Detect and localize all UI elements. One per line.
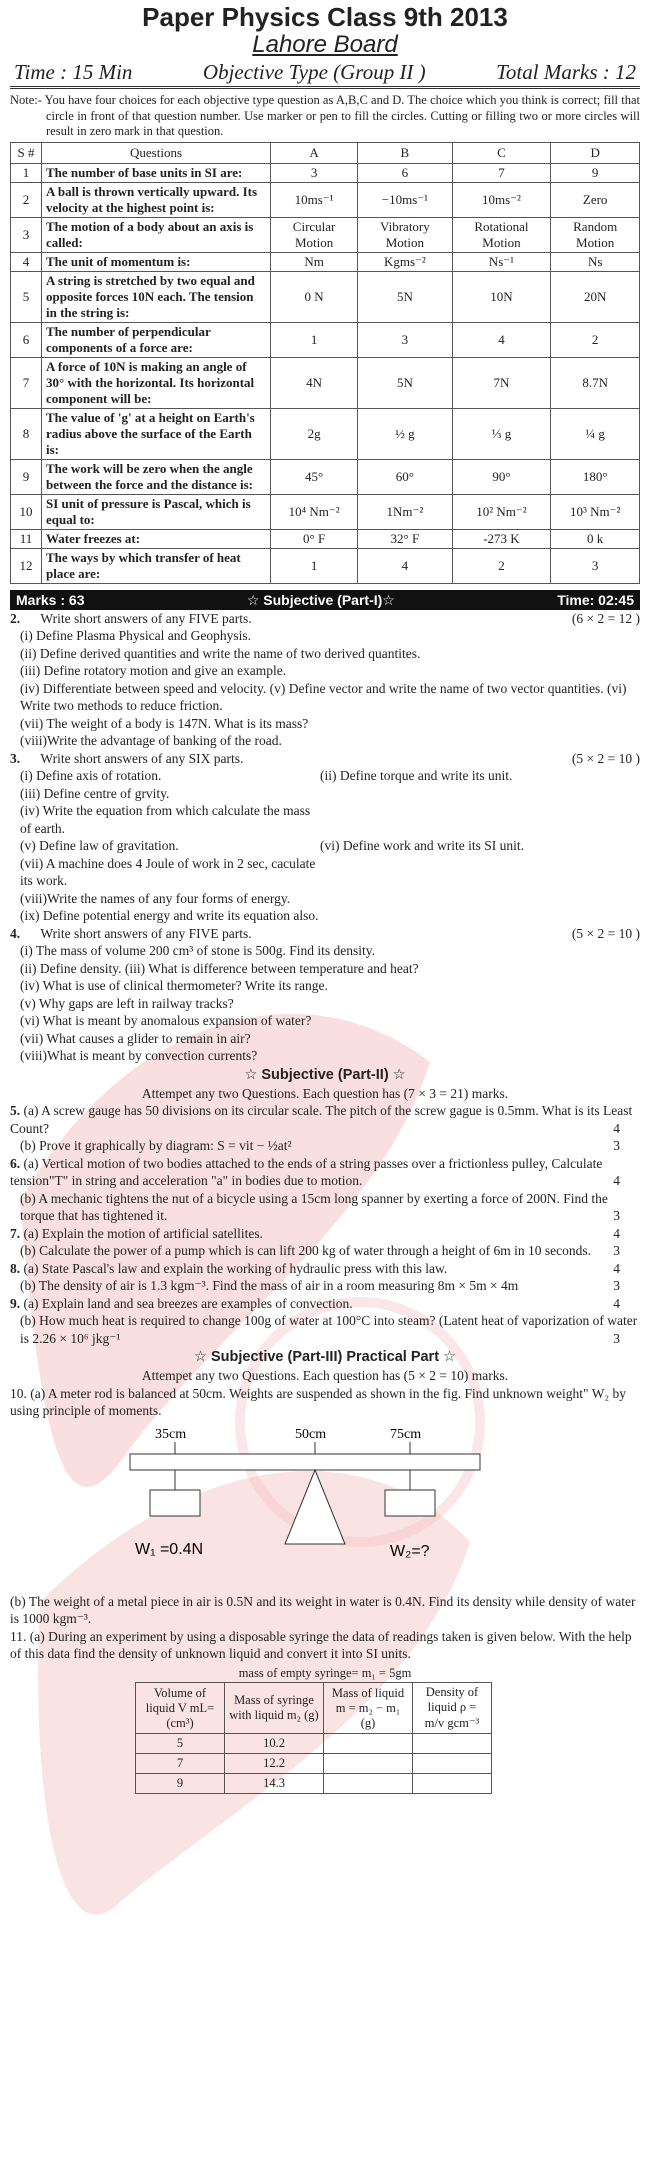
mcq-option-b: Kgms⁻²	[358, 252, 452, 271]
question-number: 7.	[10, 1225, 21, 1241]
data-cell: 14.3	[225, 1774, 324, 1794]
mcq-question: The number of perpendicular components of a force are:	[42, 322, 271, 357]
label-75cm: 75cm	[390, 1426, 422, 1442]
th-mass-liquid: Mass of liquid m = m₂ − m₁ (g)	[324, 1683, 413, 1734]
part3-title: ☆ Subjective (Part-III) Practical Part ☆	[193, 1349, 457, 1365]
short-question: (iv) Write the equation from which calculate the mass of earth.	[20, 803, 311, 836]
subjective-title: ☆ Subjective (Part-I)☆	[246, 591, 395, 608]
mcq-option-c: Ns⁻¹	[452, 252, 551, 271]
q2-heading: 2. Write short answers of any FIVE parts. (6 × 2 = 12 )	[10, 610, 640, 626]
mcq-option-d: 20N	[551, 271, 640, 322]
mcq-number: 1	[11, 163, 42, 182]
mcq-row	[11, 408, 640, 459]
board-name: Lahore Board	[252, 31, 398, 58]
short-question: (v) Why gaps are left in railway tracks?	[20, 995, 234, 1011]
mcq-option-c: ⅓ g	[452, 408, 551, 459]
lever-diagram	[105, 1424, 575, 1589]
th-mass-syringe: Mass of syringe with liquid m₂ (g)	[225, 1683, 324, 1734]
part-b	[10, 1312, 640, 1347]
mcq-option-a: 45°	[271, 459, 358, 494]
long-question	[10, 1102, 640, 1155]
mcq-option-b: 5N	[358, 271, 452, 322]
exam-type: Objective Type (Group II )	[202, 60, 426, 84]
col-c: C	[452, 142, 551, 163]
part1	[10, 610, 640, 1065]
mcq-option-d: 2	[551, 322, 640, 357]
mcq-option-a: 1	[271, 548, 358, 583]
table-caption: mass of empty syringe= m₁ = 5gm	[238, 1665, 412, 1680]
mcq-option-b: Vibratory Motion	[358, 217, 452, 252]
part-a-marks: 4	[613, 1173, 620, 1188]
mcq-option-b: 60°	[358, 459, 452, 494]
q3-heading: 3. Write short answers of any SIX parts. (5 × 2 = 10 )	[10, 750, 640, 766]
q3-items	[10, 767, 640, 925]
mcq-number: 11	[11, 529, 42, 548]
part-a-text: (a) Explain the motion of artificial satellites.	[23, 1225, 264, 1241]
time-label: Time : 15 Min	[14, 60, 133, 84]
short-question: (ii) Define derived quantities and write the name of two derived quantites.	[20, 645, 421, 661]
mcq-option-d: Random Motion	[551, 217, 640, 252]
mcq-row	[11, 217, 640, 252]
mcq-question: The value of 'g' at a height on Earth's radius above the surface of the Earth is:	[42, 408, 271, 459]
part-b-marks: 3	[613, 1138, 620, 1153]
subjective-marks: Marks : 63	[16, 591, 85, 608]
mcq-row	[11, 459, 640, 494]
data-cell: 5	[136, 1734, 225, 1754]
short-question-row	[20, 890, 640, 908]
part-a-marks: 4	[613, 1120, 620, 1136]
mcq-row	[11, 182, 640, 217]
mcq-option-c: Rotational Motion	[452, 217, 551, 252]
long-question	[10, 1295, 640, 1348]
mcq-number: 7	[11, 357, 42, 408]
part-b-text: (b) How much heat is required to change 100g of water at 100°C into steam? (Latent heat of vaporization of water is 2.26 × 10⁶ jkg⁻¹	[20, 1313, 638, 1346]
mcq-row	[11, 322, 640, 357]
part-b-text: (b) The density of air is 1.3 kgm⁻³. Find the mass of air in a room measuring 8m × 5m × 4m	[20, 1278, 519, 1293]
mcq-number: 12	[11, 548, 42, 583]
short-question-row	[20, 802, 640, 837]
short-question: (iv) Differentiate between speed and velocity. (v) Define vector and write the name of two vector quantities. (vi) Write two methods to reduce friction.	[20, 680, 627, 713]
short-question: (viii)What is meant by convection currents?	[20, 1048, 258, 1063]
short-question: (vii) What causes a glider to remain in air?	[20, 1030, 251, 1046]
part-b-text: (b) A mechanic tightens the nut of a bicycle using a 15cm long spanner by exerting a force of 200N. Find the torque that has tightened it.	[20, 1190, 608, 1223]
col-question: Questions	[42, 142, 271, 163]
mcq-option-d: Zero	[551, 182, 640, 217]
part3-instructions: Attempet any two Questions. Each question has (5 × 2 = 10) marks.	[141, 1368, 509, 1383]
mcq-number: 10	[11, 494, 42, 529]
short-question: (v) Define law of gravitation.	[20, 838, 179, 853]
q11a: 11. (a) During an experiment by using a disposable syringe the data of readings taken is given below. With the help of this data find the density of unknown liquid and convert it into SI units.	[10, 1628, 632, 1661]
mcq-question: A force of 10N is making an angle of 30° with the horizontal. Its horizontal component will be:	[42, 357, 271, 408]
q4-heading: 4. Write short answers of any FIVE parts. (5 × 2 = 10 )	[10, 925, 640, 941]
mcq-option-a: 4N	[271, 357, 358, 408]
mcq-number: 3	[11, 217, 42, 252]
col-sno: S #	[11, 142, 42, 163]
question-number: 5.	[10, 1103, 21, 1118]
short-question: (i) Define axis of rotation.	[20, 768, 162, 783]
mcq-number: 6	[11, 322, 42, 357]
mcq-option-d: 8.7N	[551, 357, 640, 408]
short-question: (i) Define Plasma Physical and Geophysis.	[20, 628, 251, 643]
mcq-question: The motion of a body about an axis is called:	[42, 217, 271, 252]
q4-items	[10, 942, 640, 1065]
mcq-row	[11, 163, 640, 182]
mcq-row	[11, 494, 640, 529]
mcq-option-c: -273 K	[452, 529, 551, 548]
meter-rod-figure	[105, 1424, 575, 1589]
short-question: (iii) Define rotatory motion and give an example.	[20, 663, 287, 678]
th-density: Density of liquid ρ = m/v gcm⁻³	[413, 1683, 492, 1734]
data-cell	[324, 1734, 413, 1754]
data-cell: 12.2	[225, 1754, 324, 1774]
part-a	[10, 1260, 640, 1278]
part-b-marks: 3	[613, 1278, 620, 1293]
part2-title: ☆ Subjective (Part-II) ☆	[244, 1066, 406, 1083]
part-b-text: (b) Calculate the power of a pump which is can lift 200 kg of water through a height of 6m in 10 seconds.	[20, 1243, 591, 1258]
part-b-marks: 3	[613, 1330, 620, 1346]
part-a-text: (a) State Pascal's law and explain the working of hydraulic press with this law.	[23, 1260, 448, 1276]
subjective-bar	[10, 590, 640, 610]
short-question-row	[20, 907, 640, 925]
mcq-option-c: 2	[452, 548, 551, 583]
data-cell	[413, 1774, 492, 1794]
mcq-question: The unit of momentum is:	[42, 252, 271, 271]
part-b	[10, 1277, 640, 1295]
mcq-question: Water freezes at:	[42, 529, 271, 548]
data-cell	[324, 1774, 413, 1794]
part-a	[10, 1225, 640, 1243]
part-b	[10, 1190, 640, 1225]
mcq-option-b: 3	[358, 322, 452, 357]
mcq-option-a: 10⁴ Nm⁻²	[271, 494, 358, 529]
short-question: (ix) Define potential energy and write its equation also.	[20, 908, 319, 923]
mcq-option-a: 2g	[271, 408, 358, 459]
mcq-row	[11, 548, 640, 583]
mcq-number: 2	[11, 182, 42, 217]
short-question: (iv) What is use of clinical thermometer? Write its range.	[20, 978, 328, 993]
mcq-row	[11, 271, 640, 322]
col-d: D	[551, 142, 640, 163]
weight-w1	[150, 1490, 200, 1516]
mcq-option-b: 6	[358, 163, 452, 182]
part-b	[10, 1137, 640, 1155]
part-a-marks: 4	[613, 1225, 620, 1241]
mcq-option-d: 9	[551, 163, 640, 182]
mcq-option-d: ¼ g	[551, 408, 640, 459]
short-question: (ii) Define density. (iii) What is difference between temperature and heat?	[20, 960, 419, 976]
long-question	[10, 1155, 640, 1225]
question-number: 8.	[10, 1260, 21, 1276]
part-b-text: (b) Prove it graphically by diagram: S = vit − ½at²	[20, 1138, 292, 1153]
data-cell	[413, 1734, 492, 1754]
fulcrum	[285, 1470, 345, 1544]
mcq-number: 8	[11, 408, 42, 459]
paper-title: Paper Physics Class 9th 2013	[142, 2, 508, 32]
short-question: (ii) Define torque and write its unit.	[320, 768, 513, 783]
label-w1: W₁ =0.4N	[135, 1540, 204, 1558]
mcq-row	[11, 252, 640, 271]
part-a-text: (a) Vertical motion of two bodies attached to the ends of a string passes over a frictionless pulley, Calculate tension"T" in string and acceleration "a" in bodies due to motion.	[10, 1155, 603, 1188]
mcq-row	[11, 529, 640, 548]
part-a-text: (a) Explain land and sea breezes are examples of convection.	[23, 1295, 353, 1311]
mcq-table	[10, 142, 640, 584]
mcq-option-c: 10² Nm⁻²	[452, 494, 551, 529]
part-a-text: (a) A screw gauge has 50 divisions on its circular scale. The pitch of the screw gague is 0.5mm. What is its Least Count?	[10, 1103, 633, 1136]
mcq-option-c: 10N	[452, 271, 551, 322]
label-50cm: 50cm	[295, 1426, 327, 1442]
short-question: (viii)Write the advantage of banking of the road.	[20, 733, 282, 748]
mcq-option-c: 7	[452, 163, 551, 182]
mcq-option-b: 4	[358, 548, 452, 583]
mcq-option-a: 1	[271, 322, 358, 357]
mcq-option-a: 0 N	[271, 271, 358, 322]
short-question: (vi) Define work and write its SI unit.	[320, 838, 524, 853]
mcq-option-d: 10³ Nm⁻²	[551, 494, 640, 529]
total-marks: Total Marks : 12	[496, 60, 636, 84]
mcq-option-b: 5N	[358, 357, 452, 408]
mcq-option-b: −10ms⁻¹	[358, 182, 452, 217]
mcq-option-a: 3	[271, 163, 358, 182]
data-cell	[324, 1754, 413, 1774]
part-a	[10, 1155, 640, 1190]
q2-items	[10, 627, 640, 750]
short-question-row	[20, 837, 640, 855]
mcq-question: SI unit of pressure is Pascal, which is equal to:	[42, 494, 271, 529]
mcq-option-a: Nm	[271, 252, 358, 271]
long-question	[10, 1260, 640, 1295]
mcq-option-c: 90°	[452, 459, 551, 494]
mcq-option-c: 10ms⁻²	[452, 182, 551, 217]
mcq-question: A string is stretched by two equal and opposite forces 10N each. The tension in the string is:	[42, 271, 271, 322]
mcq-option-b: 1Nm⁻²	[358, 494, 452, 529]
mcq-option-b: ½ g	[358, 408, 452, 459]
col-b: B	[358, 142, 452, 163]
mcq-option-a: Circular Motion	[271, 217, 358, 252]
q10a: 10. (a) A meter rod is balanced at 50cm. Weights are suspended as shown in the fig. Find unknown weight" W₂ by using principle of moments.	[10, 1385, 627, 1418]
mcq-question: The work will be zero when the angle between the force and the distance is:	[42, 459, 271, 494]
short-question: (vii) A machine does 4 Joule of work in 2 sec, caculate its work.	[20, 855, 316, 888]
label-w2: W₂=?	[390, 1542, 430, 1560]
question-number: 9.	[10, 1295, 21, 1311]
exam-header	[10, 58, 640, 89]
long-question	[10, 1225, 640, 1260]
part2-instructions: Attempet any two Questions. Each question has (7 × 3 = 21) marks.	[141, 1085, 509, 1101]
label-35cm: 35cm	[155, 1426, 187, 1442]
instructions-note: Note:- You have four choices for each objective type question as A,B,C and D. The choice which you think is correct; fill that circle in front of that question number. Use marker or pen to fill the circles. Cutting or filling two or more circles will result in zero mark in that question.	[10, 93, 640, 138]
data-row	[136, 1754, 492, 1774]
mcq-number: 5	[11, 271, 42, 322]
mcq-option-d: 180°	[551, 459, 640, 494]
syringe-data-table	[135, 1682, 492, 1794]
mcq-option-c: 4	[452, 322, 551, 357]
th-volume: Volume of liquid V mL=(cm³)	[136, 1683, 225, 1734]
part2-questions	[10, 1102, 640, 1347]
short-question-row	[20, 785, 640, 803]
short-question: (vii) The weight of a body is 147N. What is its mass?	[20, 715, 309, 731]
short-question: (i) The mass of volume 200 cm³ of stone is 500g. Find its density.	[20, 943, 376, 958]
mcq-question: The ways by which transfer of heat place are:	[42, 548, 271, 583]
mcq-question: The number of base units in SI are:	[42, 163, 271, 182]
data-row	[136, 1734, 492, 1754]
short-question-row	[20, 767, 640, 785]
data-cell	[413, 1754, 492, 1774]
part-b	[10, 1242, 640, 1260]
mcq-option-d: Ns	[551, 252, 640, 271]
weight-w2	[385, 1490, 435, 1516]
part-b-marks: 3	[613, 1243, 620, 1258]
data-cell: 9	[136, 1774, 225, 1794]
mcq-number: 4	[11, 252, 42, 271]
short-question: (iii) Define centre of grvity.	[20, 785, 170, 801]
meter-rod	[130, 1454, 480, 1470]
col-a: A	[271, 142, 358, 163]
mcq-option-d: 3	[551, 548, 640, 583]
data-row	[136, 1774, 492, 1794]
data-cell: 10.2	[225, 1734, 324, 1754]
part-b-marks: 3	[613, 1208, 620, 1223]
question-number: 6.	[10, 1155, 21, 1171]
short-question: (vi) What is meant by anomalous expansion of water?	[20, 1013, 312, 1028]
q10b: (b) The weight of a metal piece in air is 0.5N and its weight in water is 0.4N. Find its density while density of water is 1000 kgm⁻³.	[10, 1593, 636, 1626]
mcq-number: 9	[11, 459, 42, 494]
mcq-row	[11, 357, 640, 408]
mcq-option-d: 0 k	[551, 529, 640, 548]
part-a-marks: 4	[613, 1295, 620, 1311]
mcq-option-c: 7N	[452, 357, 551, 408]
part-a-marks: 4	[613, 1260, 620, 1276]
data-cell: 7	[136, 1754, 225, 1774]
mcq-option-b: 32° F	[358, 529, 452, 548]
part-a	[10, 1295, 640, 1313]
part-a	[10, 1102, 640, 1137]
mcq-option-a: 10ms⁻¹	[271, 182, 358, 217]
subjective-time: Time: 02:45	[557, 591, 634, 608]
mcq-option-a: 0° F	[271, 529, 358, 548]
mcq-question: A ball is thrown vertically upward. Its velocity at the highest point is:	[42, 182, 271, 217]
short-question-row	[20, 855, 640, 890]
short-question: (viii)Write the names of any four forms of energy.	[20, 890, 291, 906]
